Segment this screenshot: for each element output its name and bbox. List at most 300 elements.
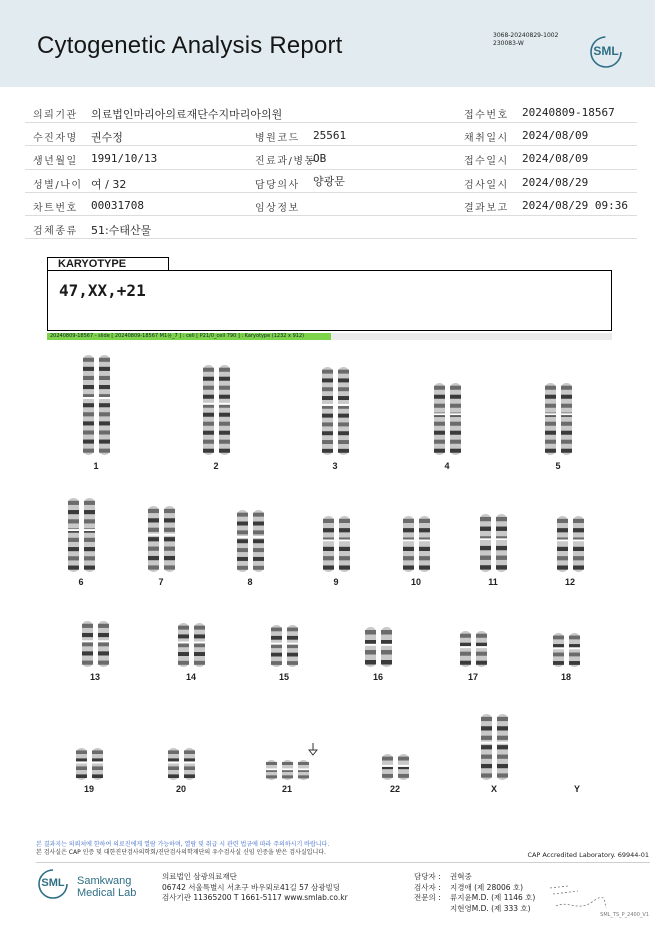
chromosome-band bbox=[419, 547, 430, 551]
chromosome-band bbox=[194, 634, 205, 638]
report-date-value: 2024/08/29 09:36 bbox=[522, 198, 628, 212]
chromosome-band bbox=[480, 546, 491, 550]
chromosome-band bbox=[323, 547, 334, 551]
collect-date-value: 2024/08/09 bbox=[522, 129, 589, 143]
chromosome-band bbox=[237, 530, 248, 534]
cap-accreditation: CAP Accredited Laboratory. 69944-01 bbox=[527, 851, 649, 859]
chromosome bbox=[545, 383, 556, 455]
chromosome-band bbox=[99, 412, 110, 416]
chromosome-band bbox=[148, 556, 159, 560]
chromosome-band bbox=[553, 661, 564, 665]
chromosome-band bbox=[76, 774, 87, 778]
chromosome-band bbox=[219, 368, 230, 372]
staff-manager-value: 권혁중 bbox=[450, 872, 472, 881]
chromosome-band bbox=[203, 386, 214, 390]
chromosome-band bbox=[83, 421, 94, 425]
info-row bbox=[25, 100, 637, 123]
chromosome-band bbox=[219, 449, 230, 453]
staff-row bbox=[414, 893, 535, 904]
report-date-label: 결과보고 bbox=[464, 202, 509, 214]
chromosome-band bbox=[76, 750, 87, 754]
chromosome-label-1: 1 bbox=[93, 461, 99, 471]
chromosome-band bbox=[99, 430, 110, 434]
chromosome-band bbox=[253, 513, 264, 517]
chromosome bbox=[557, 516, 568, 572]
chromosome-band bbox=[84, 510, 95, 514]
chromosome-band bbox=[271, 628, 282, 632]
chromosome-band bbox=[434, 440, 445, 444]
birth-label: 생년월일 bbox=[33, 156, 78, 168]
lab-name-line1: Samkwang bbox=[77, 875, 132, 887]
chromosome-label-y: Y bbox=[573, 784, 580, 794]
chromosome-band bbox=[545, 440, 556, 444]
chromosome-band bbox=[98, 661, 109, 665]
chromosome-band bbox=[164, 528, 175, 532]
chromosome-pair-8 bbox=[235, 508, 266, 574]
birth-value: 1991/10/13 bbox=[91, 152, 158, 166]
chromosome-band bbox=[338, 378, 349, 382]
chromosome-band bbox=[460, 634, 471, 638]
centromere bbox=[252, 536, 264, 538]
chromosome-band bbox=[148, 547, 159, 551]
chromosome-band bbox=[419, 528, 430, 532]
chromosome-band bbox=[434, 404, 445, 408]
chromosome-band bbox=[219, 377, 230, 381]
receipt-no-value: 20240809-18567 bbox=[522, 106, 615, 119]
footer-logo-text: SML bbox=[41, 877, 65, 889]
chromosome-band bbox=[496, 556, 507, 560]
chromosome-band bbox=[403, 528, 414, 532]
chromosome-band bbox=[287, 653, 298, 657]
chromosome-label-6: 6 bbox=[78, 577, 84, 587]
sml-logo bbox=[589, 35, 623, 69]
chromosome-band bbox=[476, 661, 487, 665]
centromere bbox=[380, 644, 392, 646]
chromosome-band bbox=[98, 651, 109, 655]
staff-manager-label: 담당자 : bbox=[414, 872, 441, 881]
chromosome-label-19: 19 bbox=[83, 784, 94, 794]
patient-info-table bbox=[25, 100, 637, 239]
chromosome-band bbox=[553, 653, 564, 657]
chromosome-band bbox=[561, 395, 572, 399]
chromosome-band bbox=[323, 556, 334, 560]
chromosome-band bbox=[557, 528, 568, 532]
chromosome-band bbox=[497, 717, 508, 721]
chromosome-band bbox=[282, 762, 293, 765]
staff-tester-value: 지경애 (제 28006 호) bbox=[450, 882, 524, 892]
chromosome-band bbox=[178, 643, 189, 647]
chromosome-band bbox=[419, 519, 430, 523]
chromosome bbox=[496, 514, 507, 572]
chromosome-band bbox=[561, 404, 572, 408]
lab-street: 06742 서울특별시 서초구 바우뫼로41길 57 삼광빌딩 bbox=[162, 882, 341, 892]
chromosome-band bbox=[237, 566, 248, 570]
chromosome-band bbox=[148, 518, 159, 522]
report-code-line2: 230083-W bbox=[493, 40, 524, 47]
karyotype-label: KARYOTYPE bbox=[47, 257, 169, 271]
chromosome-band bbox=[322, 431, 333, 435]
centromere bbox=[297, 768, 309, 770]
chromosome-band bbox=[545, 422, 556, 426]
chromosome-band bbox=[434, 422, 445, 426]
chromosome-band bbox=[450, 431, 461, 435]
chromosome-band bbox=[545, 449, 556, 453]
centromere bbox=[402, 540, 414, 542]
chromosome-band bbox=[253, 557, 264, 561]
chromosome-pair-5 bbox=[543, 381, 574, 457]
chromosome-band bbox=[322, 414, 333, 418]
chromosome-pair-22 bbox=[380, 752, 411, 782]
chromosome-band bbox=[194, 626, 205, 630]
chromosome-pair-15 bbox=[269, 623, 300, 669]
chromosome-band bbox=[253, 566, 264, 570]
chromosome-band bbox=[382, 774, 393, 778]
chromosome-band bbox=[237, 539, 248, 543]
chromosome-band bbox=[287, 661, 298, 665]
chromosome-band bbox=[497, 736, 508, 740]
chromosome-pair-16 bbox=[363, 625, 394, 669]
chromosome-band bbox=[338, 449, 349, 453]
staff-specialist-value: 류지윤M.D. (제 1146 호) bbox=[450, 893, 536, 902]
chromosome-band bbox=[164, 509, 175, 513]
centromere bbox=[91, 761, 103, 763]
chromosome-band bbox=[496, 565, 507, 569]
chromosome-label-5: 5 bbox=[555, 461, 561, 471]
centromere bbox=[572, 540, 584, 542]
chromosome-band bbox=[403, 556, 414, 560]
centromere bbox=[495, 538, 507, 540]
chromosome-band bbox=[164, 547, 175, 551]
centromere bbox=[202, 403, 214, 405]
centromere bbox=[163, 534, 175, 536]
centromere bbox=[322, 540, 334, 542]
chromosome-band bbox=[322, 440, 333, 444]
chromosome-band bbox=[271, 636, 282, 640]
chromosome-band bbox=[99, 358, 110, 362]
chromosome bbox=[434, 383, 445, 455]
chromosome-band bbox=[338, 396, 349, 400]
chromosome bbox=[339, 516, 350, 572]
chromosome-band bbox=[381, 660, 392, 665]
chromosome-band bbox=[92, 750, 103, 754]
chromosome-band bbox=[219, 431, 230, 435]
chromosome-band bbox=[365, 660, 376, 665]
chromosome-band bbox=[450, 440, 461, 444]
chromosome-band bbox=[68, 566, 79, 570]
chromosome-band bbox=[282, 775, 293, 778]
chromosome-pair-3 bbox=[320, 365, 351, 457]
chromosome bbox=[419, 516, 430, 572]
chromosome-pair-20 bbox=[166, 746, 197, 782]
chromosome-band bbox=[573, 556, 584, 560]
centromere bbox=[265, 768, 277, 770]
chromosome-band bbox=[164, 518, 175, 522]
chromosome-band bbox=[99, 421, 110, 425]
chromosome-pair-4 bbox=[432, 381, 463, 457]
chromosome-label-x: X bbox=[490, 784, 497, 794]
chromosome bbox=[84, 498, 95, 572]
chromosome-band bbox=[92, 766, 103, 770]
chromosome-pair-1 bbox=[81, 353, 112, 457]
chromosome-band bbox=[496, 527, 507, 531]
chromosome-label-4: 4 bbox=[444, 461, 450, 471]
sex-age-label: 성별/나이 bbox=[33, 179, 83, 191]
chromosome-band bbox=[68, 538, 79, 542]
chromosome-band bbox=[203, 431, 214, 435]
chromosome-label-10: 10 bbox=[410, 577, 421, 587]
chromosome-band bbox=[237, 557, 248, 561]
chromosome-band bbox=[481, 736, 492, 740]
chromosome bbox=[450, 383, 461, 455]
info-row bbox=[25, 216, 637, 239]
chromosome-band bbox=[322, 449, 333, 453]
chromosome-band bbox=[83, 430, 94, 434]
chromosome-label-17: 17 bbox=[467, 672, 478, 682]
chromosome-band bbox=[271, 644, 282, 648]
specimen-value: 51:수태산물 bbox=[91, 223, 152, 237]
centromere bbox=[568, 647, 580, 649]
lab-staff bbox=[414, 872, 535, 914]
dept-value: OB bbox=[313, 152, 327, 166]
chromosome-label-13: 13 bbox=[89, 672, 100, 682]
centromere bbox=[496, 742, 508, 744]
chromosome-band bbox=[83, 440, 94, 444]
centromere bbox=[147, 534, 159, 536]
chromosome bbox=[403, 516, 414, 572]
chromosome-band bbox=[573, 565, 584, 569]
chromosome-band bbox=[450, 422, 461, 426]
centromere bbox=[177, 641, 189, 643]
chromosome-band bbox=[82, 642, 93, 646]
chromosome-band bbox=[569, 636, 580, 640]
centromere bbox=[544, 413, 556, 415]
chromosome-band bbox=[481, 745, 492, 749]
footer-notes bbox=[36, 841, 329, 857]
chromosome-pair-18 bbox=[551, 631, 582, 669]
chromosome-band bbox=[434, 449, 445, 453]
centromere bbox=[82, 397, 94, 399]
lab-name-line2: Medical Lab bbox=[77, 887, 137, 899]
centromere bbox=[193, 641, 205, 643]
chromosome-band bbox=[99, 440, 110, 444]
chromosome-pair-21 bbox=[264, 758, 311, 782]
centromere bbox=[218, 403, 230, 405]
chromosome-band bbox=[460, 652, 471, 656]
chromosome-band bbox=[98, 642, 109, 646]
chromosome-band bbox=[481, 726, 492, 730]
chromosome-band bbox=[82, 624, 93, 628]
chromosome-band bbox=[381, 650, 392, 655]
chromosome-label-21: 21 bbox=[281, 784, 292, 794]
chromosome-band bbox=[82, 661, 93, 665]
centromere bbox=[236, 536, 248, 538]
chromosome-band bbox=[497, 764, 508, 768]
chromosome-band bbox=[338, 422, 349, 426]
receive-date-label: 접수일시 bbox=[464, 156, 509, 168]
chromosome-band bbox=[82, 633, 93, 637]
chromosome-band bbox=[545, 395, 556, 399]
chromosome-label-9: 9 bbox=[333, 577, 339, 587]
chromosome-band bbox=[253, 522, 264, 526]
chromosome-band bbox=[496, 546, 507, 550]
chromosome-band bbox=[178, 661, 189, 665]
chromosome-band bbox=[323, 519, 334, 523]
chromosome-band bbox=[168, 750, 179, 754]
chromosome-band bbox=[287, 628, 298, 632]
chromosome-band bbox=[403, 519, 414, 523]
chromosome-pair-x bbox=[479, 712, 510, 782]
chromosome-pair-2 bbox=[201, 363, 232, 457]
chromosome-band bbox=[365, 650, 376, 655]
chromosome-pair-13 bbox=[80, 619, 111, 669]
chromosome-label-2: 2 bbox=[213, 461, 219, 471]
chromosome-band bbox=[68, 547, 79, 551]
chromosome-band bbox=[253, 539, 264, 543]
chromosome-band bbox=[148, 528, 159, 532]
centromere bbox=[556, 540, 568, 542]
chromosome-band bbox=[339, 519, 350, 523]
chromosome-band bbox=[573, 528, 584, 532]
chromosome-band bbox=[450, 395, 461, 399]
chromosome-band bbox=[561, 386, 572, 390]
sml-logo-text: SML bbox=[593, 44, 619, 58]
chromosome-band bbox=[339, 556, 350, 560]
staff-row bbox=[414, 883, 535, 894]
chromosome-band bbox=[203, 449, 214, 453]
report-title: Cytogenetic Analysis Report bbox=[37, 32, 343, 59]
dept-label: 진료과/병동 bbox=[255, 156, 316, 168]
chromosome-band bbox=[83, 367, 94, 371]
institution-value: 의료법인마리아의료재단수지마리아의원 bbox=[91, 108, 283, 121]
centromere bbox=[67, 529, 79, 531]
chromosome-label-8: 8 bbox=[247, 577, 253, 587]
footer-divider bbox=[36, 862, 650, 863]
chromosome-band bbox=[481, 717, 492, 721]
specimen-label: 검체종류 bbox=[33, 225, 78, 237]
centromere bbox=[75, 761, 87, 763]
chromosome-pair-7 bbox=[146, 504, 177, 574]
chromosome-label-20: 20 bbox=[175, 784, 186, 794]
chromosome-band bbox=[82, 651, 93, 655]
chromosome-band bbox=[168, 774, 179, 778]
centromere bbox=[338, 540, 350, 542]
chromosome-band bbox=[219, 413, 230, 417]
chromosome-label-15: 15 bbox=[278, 672, 289, 682]
chromosome-band bbox=[545, 404, 556, 408]
chromosome-band bbox=[98, 624, 109, 628]
chromosome-band bbox=[434, 431, 445, 435]
slide-info-track bbox=[331, 333, 612, 340]
centromere bbox=[480, 742, 492, 744]
test-date-label: 검사일시 bbox=[464, 179, 509, 191]
chromosome-band bbox=[83, 412, 94, 416]
chromosome-band bbox=[481, 773, 492, 777]
chromosome-band bbox=[545, 386, 556, 390]
chromosome bbox=[573, 516, 584, 572]
chromosome-band bbox=[476, 634, 487, 638]
chromosome-band bbox=[338, 387, 349, 391]
chromosome-band bbox=[450, 386, 461, 390]
chromosome-band bbox=[148, 509, 159, 513]
chromosome-pair-11 bbox=[478, 512, 509, 574]
chromosome-band bbox=[219, 395, 230, 399]
centromere bbox=[270, 643, 282, 645]
centromere bbox=[475, 646, 487, 648]
info-row bbox=[25, 193, 637, 216]
staff-specialist-label: 전문의 : bbox=[414, 893, 441, 902]
chromosome-band bbox=[339, 565, 350, 569]
chromosome-band bbox=[561, 431, 572, 435]
chromosome-band bbox=[561, 422, 572, 426]
chromosome-band bbox=[339, 547, 350, 551]
chart-no-value: 00031708 bbox=[91, 198, 144, 212]
chromosome-band bbox=[322, 370, 333, 374]
examinee-label: 수진자명 bbox=[33, 133, 78, 145]
chromosome-band bbox=[184, 766, 195, 770]
chromosome-band bbox=[271, 661, 282, 665]
chromosome-band bbox=[194, 652, 205, 656]
chromosome-band bbox=[497, 773, 508, 777]
chromosome-band bbox=[480, 565, 491, 569]
chromosome-label-12: 12 bbox=[564, 577, 575, 587]
staff-row bbox=[414, 904, 535, 915]
chromosome-band bbox=[92, 774, 103, 778]
chromosome-band bbox=[338, 414, 349, 418]
chromosome-band bbox=[148, 537, 159, 541]
chromosome-band bbox=[84, 547, 95, 551]
doctor-label: 담당의사 bbox=[255, 179, 300, 191]
chromosome-band bbox=[434, 395, 445, 399]
chromosome-band bbox=[322, 387, 333, 391]
centromere bbox=[167, 761, 179, 763]
chromosome-band bbox=[323, 565, 334, 569]
chromosome-band bbox=[338, 440, 349, 444]
ward-code-label: 병원코드 bbox=[255, 133, 300, 145]
info-row bbox=[25, 123, 637, 146]
centromere bbox=[449, 413, 461, 415]
chromosome-band bbox=[287, 644, 298, 648]
chromosome-band bbox=[557, 519, 568, 523]
chromosome-pair-14 bbox=[176, 621, 207, 669]
chromosome-band bbox=[178, 634, 189, 638]
chromosome-band bbox=[382, 757, 393, 761]
karyotype-value: 47,XX,+21 bbox=[59, 281, 146, 300]
chromosome-band bbox=[419, 565, 430, 569]
chromosome-band bbox=[480, 517, 491, 521]
receive-date-value: 2024/08/09 bbox=[522, 152, 589, 166]
chart-no-label: 차트번호 bbox=[33, 202, 78, 214]
chromosome-band bbox=[398, 757, 409, 761]
chromosome-band bbox=[561, 440, 572, 444]
chromosome-band bbox=[184, 774, 195, 778]
chromosome-band bbox=[338, 370, 349, 374]
chromosome-band bbox=[83, 358, 94, 362]
chromosome-band bbox=[168, 766, 179, 770]
chromosome-band bbox=[68, 519, 79, 523]
chromosome-band bbox=[194, 661, 205, 665]
chromosome-label-16: 16 bbox=[372, 672, 383, 682]
chromosome-band bbox=[419, 556, 430, 560]
chromosome-band bbox=[561, 449, 572, 453]
chromosome-band bbox=[194, 643, 205, 647]
chromosome-band bbox=[497, 726, 508, 730]
chromosome-band bbox=[219, 440, 230, 444]
chromosome-band bbox=[496, 517, 507, 521]
chromosome-label-14: 14 bbox=[185, 672, 196, 682]
chromosome-band bbox=[287, 636, 298, 640]
chromosome-band bbox=[253, 530, 264, 534]
chromosome-band bbox=[203, 413, 214, 417]
